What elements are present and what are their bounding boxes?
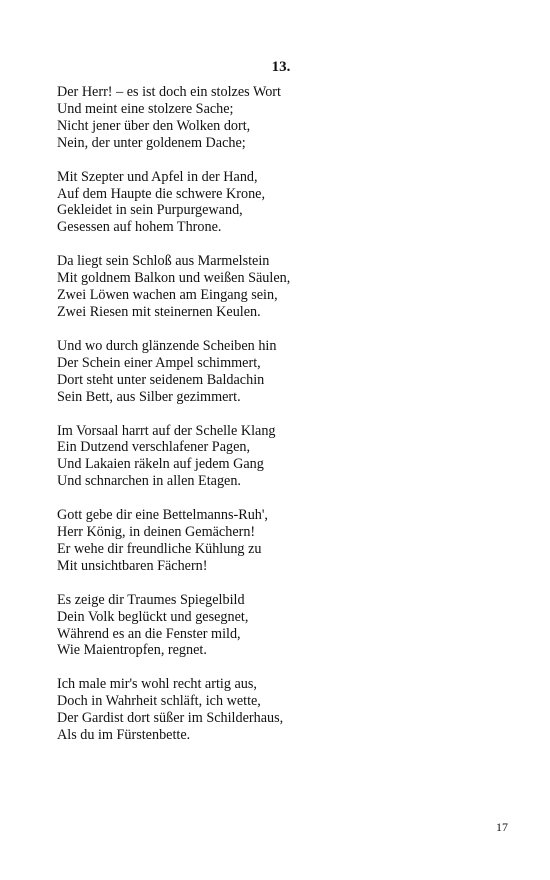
- verse-line: Und meint eine stolzere Sache;: [57, 100, 234, 117]
- verse-line: Nein, der unter goldenem Dache;: [57, 134, 246, 151]
- stanza: [57, 676, 517, 744]
- verse-line: Dein Volk beglückt und gesegnet,: [57, 608, 249, 625]
- verse-line: Und schnarchen in allen Etagen.: [57, 473, 241, 490]
- stanza: [57, 423, 517, 491]
- verse-line: Gesessen auf hohem Throne.: [57, 219, 222, 236]
- verse-line: Mit unsichtbaren Fächern!: [57, 557, 208, 574]
- verse-line: Zwei Löwen wachen am Eingang sein,: [57, 287, 278, 304]
- verse-line: Der Gardist dort süßer im Schilderhaus,: [57, 710, 284, 727]
- verse-line: Wie Maientropfen, regnet.: [57, 642, 207, 659]
- verse-line: Nicht jener über den Wolken dort,: [57, 117, 251, 134]
- verse-line: Da liegt sein Schloß aus Marmelstein: [57, 253, 270, 270]
- verse-line: Ein Dutzend verschlafener Pagen,: [57, 439, 251, 456]
- verse-line: Und wo durch glänzende Scheiben hin: [57, 337, 277, 354]
- verse-line: Gekleidet in sein Purpurgewand,: [57, 202, 243, 219]
- poem-number: 13.: [271, 59, 291, 75]
- stanza: [57, 84, 517, 152]
- stanza: [57, 169, 517, 237]
- page-number: 17: [496, 820, 508, 834]
- verse-line: Herr König, in deinen Gemächern!: [57, 524, 256, 541]
- verse-line: Gott gebe dir eine Bettelmanns-Ruh',: [57, 507, 268, 524]
- verse-line: Als du im Fürstenbette.: [57, 727, 191, 744]
- verse-line: Ich male mir's wohl recht artig aus,: [57, 676, 257, 693]
- poem-body: [57, 84, 517, 761]
- verse-line: Doch in Wahrheit schläft, ich wette,: [57, 693, 261, 710]
- verse-line: Der Schein einer Ampel schimmert,: [57, 354, 261, 371]
- stanza: [57, 507, 517, 575]
- verse-line: Mit Szepter und Apfel in der Hand,: [57, 168, 258, 185]
- verse-line: Während es an die Fenster mild,: [57, 625, 241, 642]
- verse-line: Zwei Riesen mit steinernen Keulen.: [57, 303, 261, 320]
- verse-line: Dort steht unter seidenem Baldachin: [57, 371, 265, 388]
- stanza: [57, 253, 517, 321]
- verse-line: Sein Bett, aus Silber gezimmert.: [57, 388, 241, 405]
- verse-line: Im Vorsaal harrt auf der Schelle Klang: [57, 422, 276, 439]
- stanza: [57, 338, 517, 406]
- verse-line: Und Lakaien räkeln auf jedem Gang: [57, 456, 264, 473]
- verse-line: Es zeige dir Traumes Spiegelbild: [57, 591, 245, 608]
- verse-line: Der Herr! – es ist doch ein stolzes Wort: [57, 84, 281, 100]
- verse-line: Er wehe dir freundliche Kühlung zu: [57, 540, 262, 557]
- verse-line: Mit goldnem Balkon und weißen Säulen,: [57, 270, 291, 287]
- verse-line: Auf dem Haupte die schwere Krone,: [57, 185, 266, 202]
- stanza: [57, 592, 517, 660]
